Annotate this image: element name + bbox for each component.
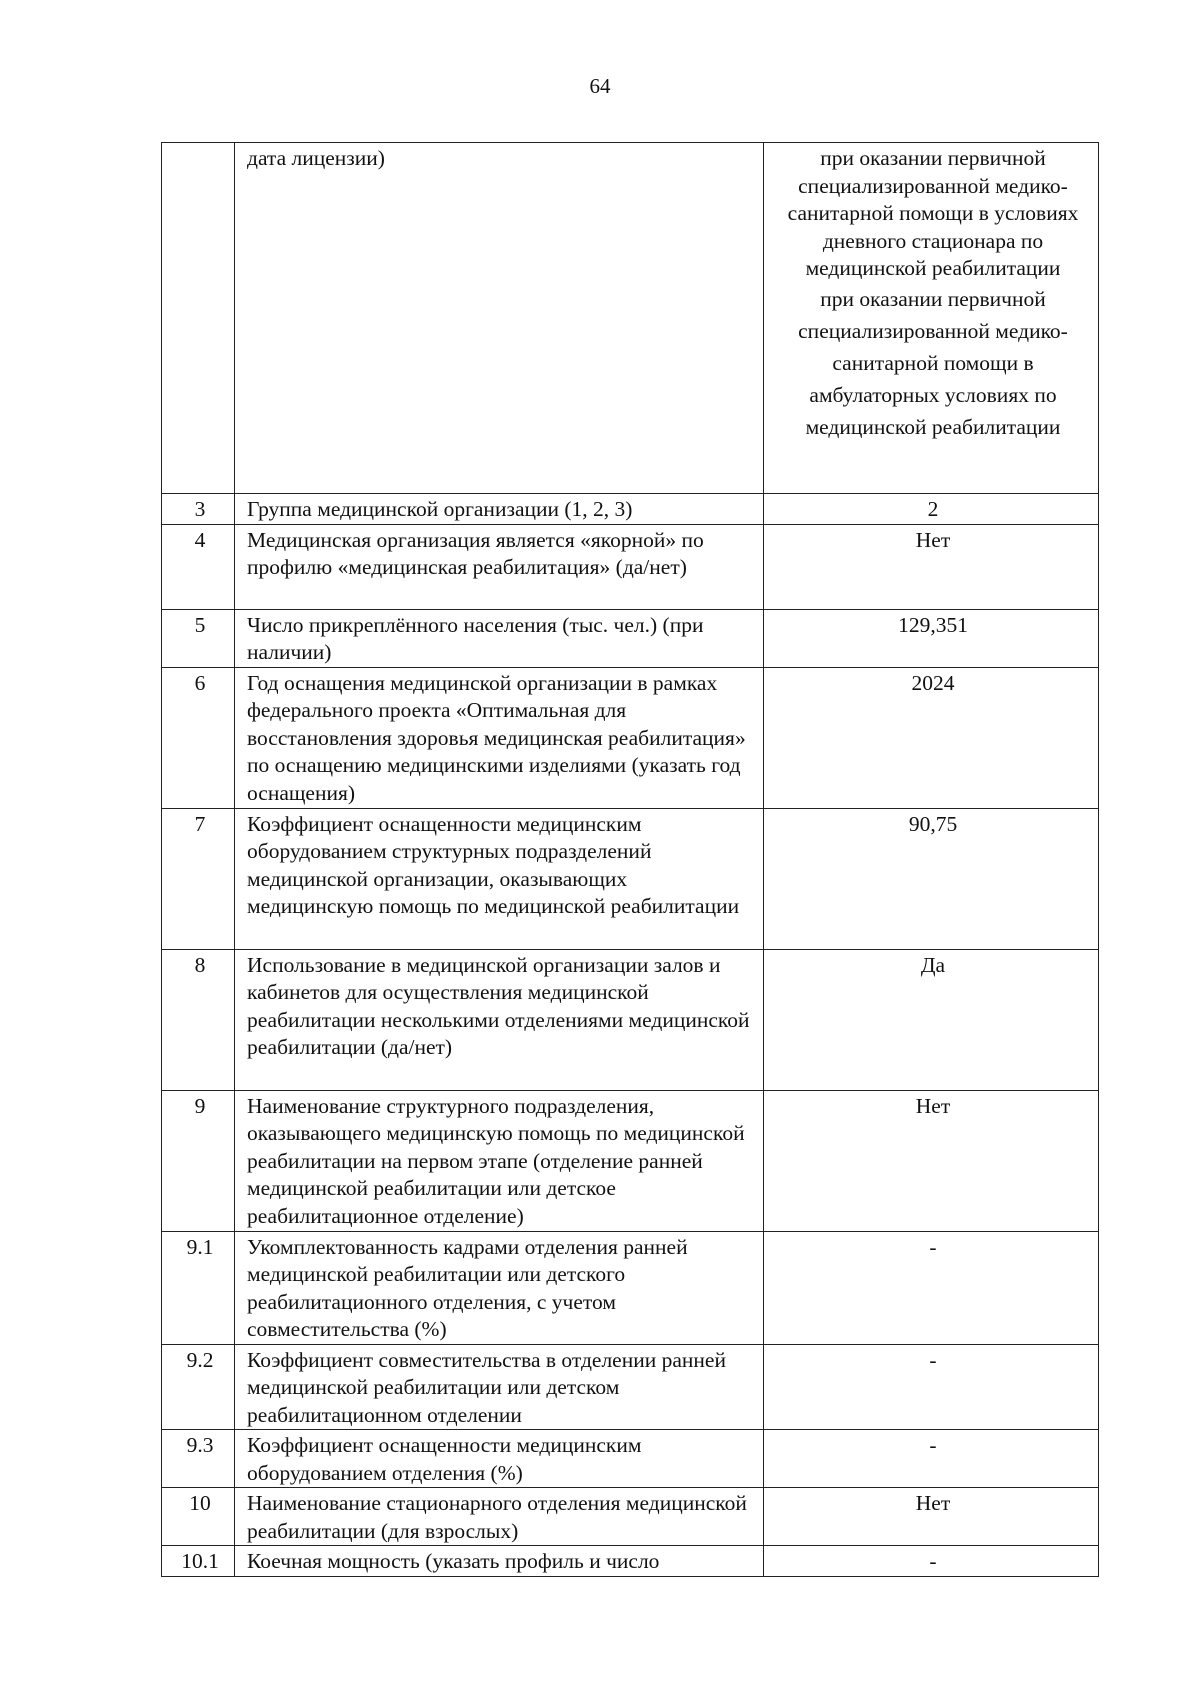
table-row: [162, 1090, 1099, 1231]
value-block: при оказании первичной специализированной медико-санитарной помощи в амбулаторных условиях по медицинской реабилитации: [798, 286, 1068, 439]
table-row: [162, 143, 1099, 494]
row-value: 2024: [764, 667, 1099, 808]
row-number: 3: [162, 494, 235, 525]
row-value: Да: [764, 949, 1099, 1090]
row-value: 129,351: [764, 609, 1099, 667]
row-value: -: [764, 1231, 1099, 1344]
value-block: при оказании первичной специализированной медико-санитарной помощи в условиях дневного стационара по медицинской реабилитации: [787, 146, 1079, 280]
row-number: 9.1: [162, 1231, 235, 1344]
row-number: 10.1: [162, 1546, 235, 1577]
row-number: 9: [162, 1090, 235, 1231]
row-value: Нет: [764, 1488, 1099, 1546]
row-value: -: [764, 1546, 1099, 1577]
page-number: 64: [589, 74, 611, 98]
row-number: 10: [162, 1488, 235, 1546]
row-value: Нет: [764, 524, 1099, 609]
row-number: 8: [162, 949, 235, 1090]
row-label: дата лицензии): [235, 143, 764, 494]
row-number: 9.3: [162, 1430, 235, 1488]
table-row: [162, 494, 1099, 525]
row-label: Год оснащения медицинской организации в рамках федерального проекта «Оптимальная для восстановления здоровья медицинская реабилитация» по оснащению медицинскими изделиями (указать год оснащения): [235, 667, 764, 808]
table-row: [162, 1430, 1099, 1488]
row-label: Наименование стационарного отделения медицинской реабилитации (для взрослых): [235, 1488, 764, 1546]
row-value: -: [764, 1430, 1099, 1488]
row-value: [764, 143, 1099, 494]
row-label: Коэффициент совместительства в отделении ранней медицинской реабилитации или детском реабилитационном отделении: [235, 1344, 764, 1430]
row-value: 2: [764, 494, 1099, 525]
row-label: Группа медицинской организации (1, 2, 3): [235, 494, 764, 525]
row-value: 90,75: [764, 808, 1099, 949]
medical-organization-table: [161, 142, 1099, 1577]
row-value: Нет: [764, 1090, 1099, 1231]
table-row: [162, 808, 1099, 949]
table-row: [162, 524, 1099, 609]
row-label: Коэффициент оснащенности медицинским оборудованием структурных подразделений медицинской организации, оказывающих медицинскую помощь по медицинской реабилитации: [235, 808, 764, 949]
table-row: [162, 1231, 1099, 1344]
row-label: Укомплектованность кадрами отделения ранней медицинской реабилитации или детского реабилитационного отделения, с учетом совместительства (%): [235, 1231, 764, 1344]
row-label: Наименование структурного подразделения, оказывающего медицинскую помощь по медицинской реабилитации на первом этапе (отделение ранней медицинской реабилитации или детское реабилитационное отделение): [235, 1090, 764, 1231]
row-number: 5: [162, 609, 235, 667]
row-label: Число прикреплённого населения (тыс. чел.) (при наличии): [235, 609, 764, 667]
table-row: [162, 1546, 1099, 1577]
row-label: Медицинская организация является «якорной» по профилю «медицинская реабилитация» (да/нет): [235, 524, 764, 609]
table-row: [162, 949, 1099, 1090]
row-value: -: [764, 1344, 1099, 1430]
row-number: 9.2: [162, 1344, 235, 1430]
table-row: [162, 609, 1099, 667]
table-row: [162, 1488, 1099, 1546]
row-label: Коэффициент оснащенности медицинским оборудованием отделения (%): [235, 1430, 764, 1488]
row-label: Коечная мощность (указать профиль и число: [235, 1546, 764, 1577]
row-number: 6: [162, 667, 235, 808]
row-number: 4: [162, 524, 235, 609]
table-row: [162, 667, 1099, 808]
row-number: [162, 143, 235, 494]
row-label: Использование в медицинской организации залов и кабинетов для осуществления медицинской реабилитации несколькими отделениями медицинской реабилитации (да/нет): [235, 949, 764, 1090]
table-row: [162, 1344, 1099, 1430]
row-number: 7: [162, 808, 235, 949]
